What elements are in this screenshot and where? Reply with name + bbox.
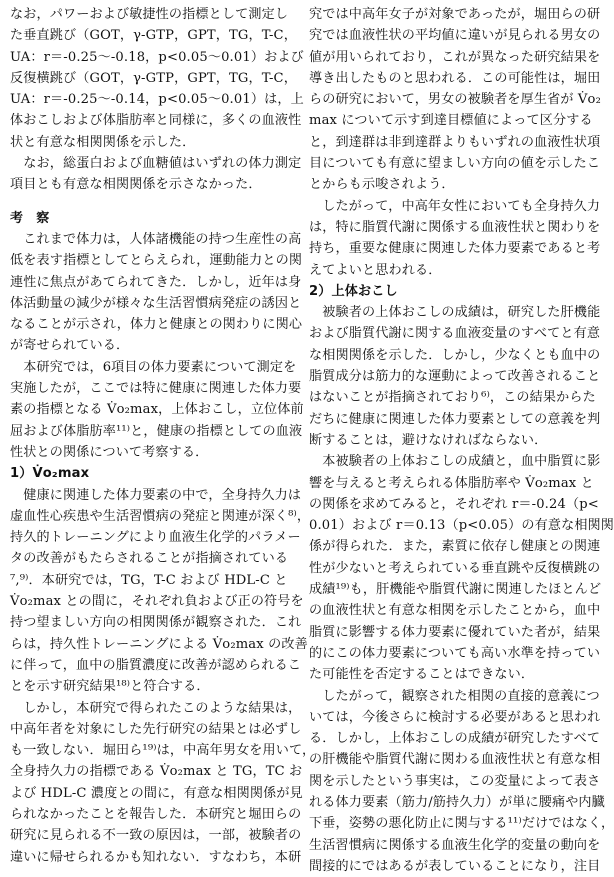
- text-line: 素の指標となる V̇o₂max，上体おこし，立位体前: [10, 399, 293, 420]
- text-line: が寄せられている．: [10, 335, 293, 356]
- text-line: 値が用いられており，これが異なった研究結果を: [309, 47, 592, 68]
- text-line: 響を与えると考えられる体脂肪率や V̇o₂max と: [309, 473, 592, 494]
- text-line: なることが示され，体力と健康との関わりに関心: [10, 314, 293, 335]
- text-line: 持ち，重要な健康に関連した体力要素であると考: [309, 238, 592, 259]
- text-line: 下垂，姿勢の悪化防止に関与する¹¹⁾だけではなく，: [309, 813, 592, 834]
- text-line: らは，持久性トレーニングによる V̇o₂max の改善: [10, 634, 293, 655]
- text-line: UA：r＝-0.25〜-0.14，p<0.05〜0.01）は，上: [10, 89, 293, 110]
- subheading-vo2max: 1）V̇o₂max: [10, 463, 293, 484]
- text-line: 本研究では，6項目の体力要素について測定を: [10, 357, 293, 378]
- text-line: 中高年者を対象にした先行研究の結果とは必ずし: [10, 719, 293, 740]
- text-line: 持久的トレーニングにより血液生化学的パラメー: [10, 527, 293, 548]
- text-line: しかし，本研究で得られたこのような結果は，: [10, 698, 293, 719]
- text-line: れる体力要素（筋力/筋持久力）が単に腰痛や内臓: [309, 792, 592, 813]
- text-line: 体活動量の減少が様々な生活習慣病発症の誘因と: [10, 293, 293, 314]
- text-line: らの研究において，男女の被験者を厚生省が V̇o₂: [309, 89, 592, 110]
- text-line: 項目とも有意な相関関係を示さなかった．: [10, 174, 293, 195]
- text-line: および脂質代謝に関する血液変量のすべてと有意: [309, 323, 592, 344]
- text-line: 虚血性心疾患や生活習慣病の発症と関連が深く⁸⁾，: [10, 506, 293, 527]
- text-line: V̇o₂max との間に，それぞれ負および正の符号を: [10, 591, 293, 612]
- text-line: 的にこの体力要素についても高い水準を持ってい: [309, 643, 592, 664]
- text-line: これまで体力は，人体諸機能の持つ生産性の高: [10, 229, 293, 250]
- text-line: したがって，観察された相関の直接的意義につ: [309, 686, 592, 707]
- vo2-para-2: [10, 698, 293, 868]
- text-line: 屈および体脂肪率¹¹⁾と，健康の指標としての血液: [10, 421, 293, 442]
- text-line: と，到達群は非到達群よりもいずれの血液性状項: [309, 132, 592, 153]
- text-line: はないことが指摘されており⁶⁾，この結果からた: [309, 387, 592, 408]
- text-line: max について示す到達目標値によって区分する: [309, 110, 592, 131]
- text-line: 研究に見られる不一致の原因は，一部，被験者の: [10, 825, 293, 846]
- text-line: 本被験者の上体おこしの成績と，血中脂質に影: [309, 451, 592, 472]
- situp-para-2: [309, 451, 592, 685]
- text-line: 性状との関係について考察する．: [10, 442, 293, 463]
- text-line: 究では血液性状の平均値に違いが見られる男女の: [309, 25, 592, 46]
- text-line: 係が得られた．また，素質に依存し健康との関連: [309, 536, 592, 557]
- discussion-para-2: [10, 357, 293, 463]
- text-line: られなかったことを報告した．本研究と堀田らの: [10, 804, 293, 825]
- text-line: 連性に焦点があてられてきた．しかし，近年は身: [10, 272, 293, 293]
- discussion-heading: 考 察: [10, 208, 293, 229]
- text-line: 性が少ないと考えられている垂直跳や反復横跳の: [309, 558, 592, 579]
- text-line: えてよいと思われる．: [309, 260, 592, 281]
- left-column: [10, 4, 293, 808]
- text-line: なお，総蛋白および血糖値はいずれの体力測定: [10, 153, 293, 174]
- text-line: 生活習慣病に関係する血液生化学的変量の動向を: [309, 835, 592, 856]
- text-line: た可能性を否定することはできない．: [309, 664, 592, 685]
- situp-para-1: [309, 302, 592, 451]
- text-line: も一致しない．堀田ら¹⁹⁾は，中高年男女を用いて，: [10, 740, 293, 761]
- text-line: とを示す研究結果¹⁸⁾と符合する．: [10, 676, 293, 697]
- text-line: 断することは，避けなければならない．: [309, 430, 592, 451]
- text-line: 反復横跳び（GOT，γ-GTP，GPT，TG，T-C，: [10, 68, 293, 89]
- text-line: タの改善がもたらされることが指摘されている: [10, 548, 293, 569]
- text-line: に伴って，血中の脂質濃度に改善が認められるこ: [10, 655, 293, 676]
- section-gap: [10, 196, 293, 208]
- text-line: 0.01）および r＝0.13（p<0.05）の有意な相関関: [309, 515, 592, 536]
- right-column: [309, 4, 592, 808]
- text-line: 間接的にではあるが表していることになり，注目: [309, 856, 592, 877]
- text-line: 成績¹⁹⁾も，肝機能や脂質代謝に関連したほとんど: [309, 579, 592, 600]
- text-line: な相関関係を示した．しかし，少なくとも血中の: [309, 345, 592, 366]
- text-line: 目についても有意に望ましい方向の値を示したこ: [309, 153, 592, 174]
- text-line: なお，パワーおよび敏捷性の指標として測定し: [10, 4, 293, 25]
- vo2-para-1: [10, 485, 293, 698]
- text-line: 究では中高年女子が対象であったが，堀田らの研: [309, 4, 592, 25]
- text-line: 関を示したという事実は，この変量によって表さ: [309, 771, 592, 792]
- text-line: 低を表す指標としてとらえられ，運動能力との関: [10, 250, 293, 271]
- text-line: 健康に関連した体力要素の中で，全身持久力は: [10, 485, 293, 506]
- text-line: 状と有意な相関関係を示した．: [10, 132, 293, 153]
- result-para-b: [10, 153, 293, 196]
- text-line: 脂質に影響する体力要素に優れていた者が，結果: [309, 622, 592, 643]
- text-line: る．しかし，上体おこしの成績が研究したすべて: [309, 728, 592, 749]
- text-line: 全身持久力の指標である V̇o₂max と TG，TC お: [10, 761, 293, 782]
- text-line: の関係を求めてみると，それぞれ r＝-0.24（p<: [309, 494, 592, 515]
- text-line: よび HDL-C 濃度との間に，有意な相関関係が見: [10, 783, 293, 804]
- vo2-para-2-cont: [309, 4, 592, 196]
- subheading-situp: 2）上体おこし: [309, 281, 592, 302]
- discussion-para-1: [10, 229, 293, 357]
- text-line: UA：r＝-0.25〜-0.18，p<0.05〜0.01）および: [10, 47, 293, 68]
- text-line: とからも示唆されよう．: [309, 174, 592, 195]
- text-line: 脂質成分は筋力的な運動によって改善されること: [309, 366, 592, 387]
- text-line: ⁷,⁹⁾．本研究では，TG，T-C および HDL-C と: [10, 570, 293, 591]
- text-line: 導き出したものと思われる．この可能性は，堀田: [309, 68, 592, 89]
- vo2-para-3: [309, 196, 592, 281]
- text-line: た垂直跳び（GOT，γ-GTP，GPT，TG，T-C，: [10, 25, 293, 46]
- text-line: の肝機能や脂質代謝に関わる血液性状と有意な相: [309, 749, 592, 770]
- text-line: 違いに帰せられるかも知れない．すなわち，本研: [10, 847, 293, 868]
- result-para-a: [10, 4, 293, 153]
- text-line: したがって，中高年女性においても全身持久力: [309, 196, 592, 217]
- text-line: 被験者の上体おこしの成績は，研究した肝機能: [309, 302, 592, 323]
- situp-para-3: [309, 686, 592, 877]
- text-line: は，特に脂質代謝に関係する血液性状と関わりを: [309, 217, 592, 238]
- text-line: 持つ望ましい方向の相関関係が観察された．これ: [10, 612, 293, 633]
- text-line: だちに健康に関連した体力要素としての意義を判: [309, 409, 592, 430]
- text-line: いては，今後さらに検討する必要があると思われ: [309, 707, 592, 728]
- text-line: 体おこしおよび体脂肪率と同様に，多くの血液性: [10, 110, 293, 131]
- text-line: の血液性状と有意な相関を示したことから，血中: [309, 600, 592, 621]
- text-line: 実施したが，ここでは特に健康に関連した体力要: [10, 378, 293, 399]
